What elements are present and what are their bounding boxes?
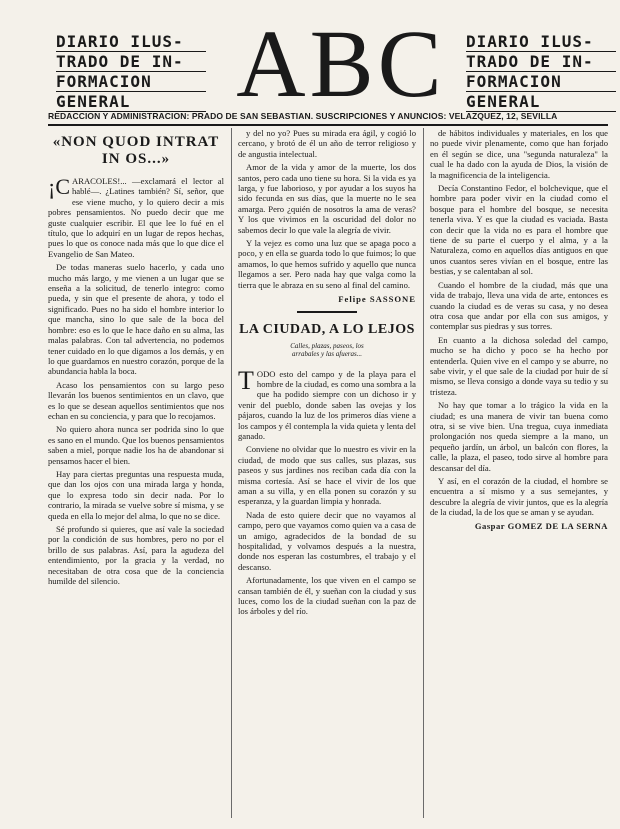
article-1-continuation: y del no yo? Pues su mirada era ágil, y cogió lo cercano, y brotó de él un año de terror religioso y de angustia intelectual. bbox=[238, 128, 416, 159]
right-tagline-line: DIARIO ILUS- bbox=[466, 32, 616, 52]
right-tagline-line: FORMACION bbox=[466, 72, 616, 92]
column-3 bbox=[430, 128, 608, 818]
article-author: Felipe SASSONE bbox=[338, 294, 416, 305]
column-divider bbox=[231, 128, 232, 818]
article-1-title-line: «NON QUOD INTRAT bbox=[52, 134, 220, 150]
article-2-paragraph: Nada de esto quiere decir que no vayamos al campo, pero que vayamos como quien va a casa de un amigo, agradecidos de la bondad de su hospitalidad, y volvamos después a la nuestra, donde nos esperan las costumbres, el trabajo y el descanso. bbox=[238, 509, 416, 572]
article-1-title-line: IN OS...» bbox=[101, 151, 171, 167]
separator-rule bbox=[297, 311, 357, 313]
article-2-author: Gaspar GOMEZ DE LA SERNA bbox=[474, 520, 608, 531]
epigraph bbox=[248, 342, 406, 359]
article-1-paragraph bbox=[48, 176, 224, 259]
article-1-continuation: Y la vejez es como una luz que se apaga poco a poco, y en ella se guarda todo lo que fuimos; lo que amamos, lo que hemos sufrido y aquello que nunca llegamos a ser. Pero nada hay que valga como la tierra que le abraza en su seno al final del camino. bbox=[238, 238, 416, 290]
article-2-continuation: En cuanto a la dichosa soledad del campo, mucho se ha dicho y poco se ha hecho por entenderla. Quien vive en el campo y se aburre, no sabe vivir, y el que sale de la ciudad por huir de sí mismo, se lleva consigo a donde vaya su tedio y su tristeza. bbox=[430, 334, 608, 397]
epigraph-line: arrabales y las afueras... bbox=[292, 350, 362, 358]
article-2-paragraph bbox=[238, 365, 416, 442]
article-1-title bbox=[48, 134, 224, 168]
left-tagline-line: DIARIO ILUS- bbox=[56, 32, 206, 52]
left-tagline bbox=[56, 32, 206, 112]
left-tagline-line: TRADO DE IN- bbox=[56, 52, 206, 72]
article-2-continuation: de hábitos individuales y materiales, en los que no puede vivir plenamente, como que han forjado en él según se dice, una "segunda naturaleza" la cual le ha dado con la ayuda de Dios, la visión de la magnificencia de la inteligencia. bbox=[430, 128, 608, 180]
column-2 bbox=[238, 128, 416, 818]
column-divider bbox=[423, 128, 424, 818]
right-tagline bbox=[466, 32, 616, 112]
article-2-paragraph: Afortunadamente, los que viven en el campo se cansan también de él, y sueñan con la ciudad y sus luces, como los de la ciudad sueñan con la paz de los árboles y del río. bbox=[238, 575, 416, 617]
article-1-paragraph: De todas maneras suelo hacerlo, y cada uno mucho más largo, y me vienen a un lugar que se enseña a la solicitud, de tenerlo integro: como pueda, y sin que el presente de ahora, y todo el significado. Pues no ha sido el hombre interior lo que mancha, sino lo que sale de la boca del hombre: eso es lo que le hace daño en su alma, las malas palabras. Con tal advertencia, no podemos tener cuidado en lo que digamos a los demás, y en lo que guardamos en nuestro corazón, porque de la abundancia habla la boca. bbox=[48, 262, 224, 377]
article-2-continuation: No hay que tomar a lo trágico la vida en la ciudad; es una manera de vivir tan buena como otra, si se vive bien. Una tregua, cuya inmediata prolongación nos queda siempre a la mano, un pequeño jardín, un árbol, un balcón con flores, la calle, la plaza, el paseo, todo sirve al hombre para descansar del día. bbox=[430, 400, 608, 473]
article-1-continuation: Amor de la vida y amor de la muerte, los dos santos, pero cada uno tiene su hora. Si la vida es ya larga, y fue laborioso, y por ayudar a los suyos ha sido fecunda en sus días, que la muerte no le sea amarga. Pero ¿quién de nosotros la ama de veras? Y los que vivimos en la oscuridad del dolor no sabemos decir lo que vale la alegría de vivir. bbox=[238, 162, 416, 235]
masthead-rule bbox=[48, 124, 608, 126]
article-1-paragraph: Hay para ciertas preguntas una respuesta muda, que dan los ojos con una mirada larga y honda, que lo expresa todo sin decir nada. Por lo contrario, la mirada se vuelve sobre sí misma, y se queda en ella lo mejor del alma, lo que no se dice. bbox=[48, 468, 224, 521]
right-tagline-line: GENERAL bbox=[466, 92, 616, 112]
article-1-paragraph: Acaso los pensamientos con su largo peso llevarán los buenos sentimientos en un clavo, que es lo que se desean aquellos sentimientos que nos echan en su conciencia, y para que lo recojamos. bbox=[48, 379, 224, 421]
article-2-paragraph-text: ODO esto del campo y de la playa para el hombre de la ciudad, es como una sombra a la que ha podido siempre con un dichoso ir y venir del pueblo, donde saben las ovejas y los pájaros, cuando la luz de los primeros días viene a los campos y él contempla la vida quieta y lenta del ganado. bbox=[238, 368, 416, 441]
column-1 bbox=[48, 128, 224, 818]
article-1-paragraph: Sé profundo si quieres, que así vale la sociedad por la condición de sus hombres, pero no por el brillo de sus palabras. Así, para la agudeza del entendimiento, por la gracia y la verdad, no necesitaban de otra cosa que de la conciencia humilde del silencio. bbox=[48, 524, 224, 587]
article-2-continuation: Y así, en el corazón de la ciudad, el hombre se encuentra a sí mismo y a sus semejantes, y descubre la alegría de vivir juntos, que es la alegría de la ciudad, la de los que se aman y se ayudan. bbox=[430, 476, 608, 518]
article-1-paragraph-text: ARACOLES!... —exclamará el lector al hablé—. ¿Latines también? Sí, señor, que ese viene mucho, y lo quiero decir a mis pobres pensamientos. No puedo decir que me guste cualquier escribir. El que lee lo fué en el título, que lo adquirí en un lugar de repos hechas, pues lo que os conoce nada más que lo que dice el Evangelio de San Mateo. bbox=[48, 176, 224, 259]
address-line: REDACCION Y ADMINISTRACION: PRADO DE SAN SEBASTIAN. SUSCRIPCIONES Y ANUNCIOS: VELAZQUEZ, 12, SEVILLA bbox=[48, 111, 558, 121]
drop-cap: T bbox=[238, 365, 254, 395]
drop-cap: ¡C bbox=[48, 174, 70, 199]
article-2-continuation: Cuando el hombre de la ciudad, más que una vida de trabajo, lleva una vida de arte, entonces es cuando la ciudad es de veras su casa, y no desea otra cosa que andar por ella con sus amigos, y contemplar sus piedras y sus torres. bbox=[430, 279, 608, 332]
article-2-paragraph: Conviene no olvidar que lo nuestro es vivir en la ciudad, de modo que sus calles, sus plazas, sus paseos y sus jardines nos reciban cada día con la misma cortesía. Así se hace el vivir de los que aman a su villa, y en ella ponen su corazón y su esperanza, y la guardan limpia y honrada. bbox=[238, 444, 416, 507]
left-tagline-line: GENERAL bbox=[56, 92, 206, 112]
article-2-continuation: Decía Constantino Fedor, el bolchevique, que el hombre para poder vivir en la ciudad como el bosque para el hombre del bosque, se necesita tenerla viva. Y es que la ciudad es vaciada. Basta con decir que la vida no es para el hombre que tiene de su parte el cuerpo y el alma, y a la Naturaleza, como en aquellos días antiguos en que unos cuantos seres vivían en el bosque, entre las bestias, y se calentaban al sol. bbox=[430, 183, 608, 277]
left-tagline-line: FORMACION bbox=[56, 72, 206, 92]
article-1-paragraph: No quiero ahora nunca ser podrida sino lo que es sano en el mundo. Que los buenos pensamientos saben a miel, porque nadie los ha de abandonar si pensamos hacer el bien. bbox=[48, 424, 224, 466]
newspaper-logo: ABC bbox=[236, 10, 446, 117]
right-tagline-line: TRADO DE IN- bbox=[466, 52, 616, 72]
epigraph-line: Calles, plazas, paseos, los bbox=[290, 341, 364, 350]
article-2-title: LA CIUDAD, A LO LEJOS bbox=[239, 321, 415, 337]
